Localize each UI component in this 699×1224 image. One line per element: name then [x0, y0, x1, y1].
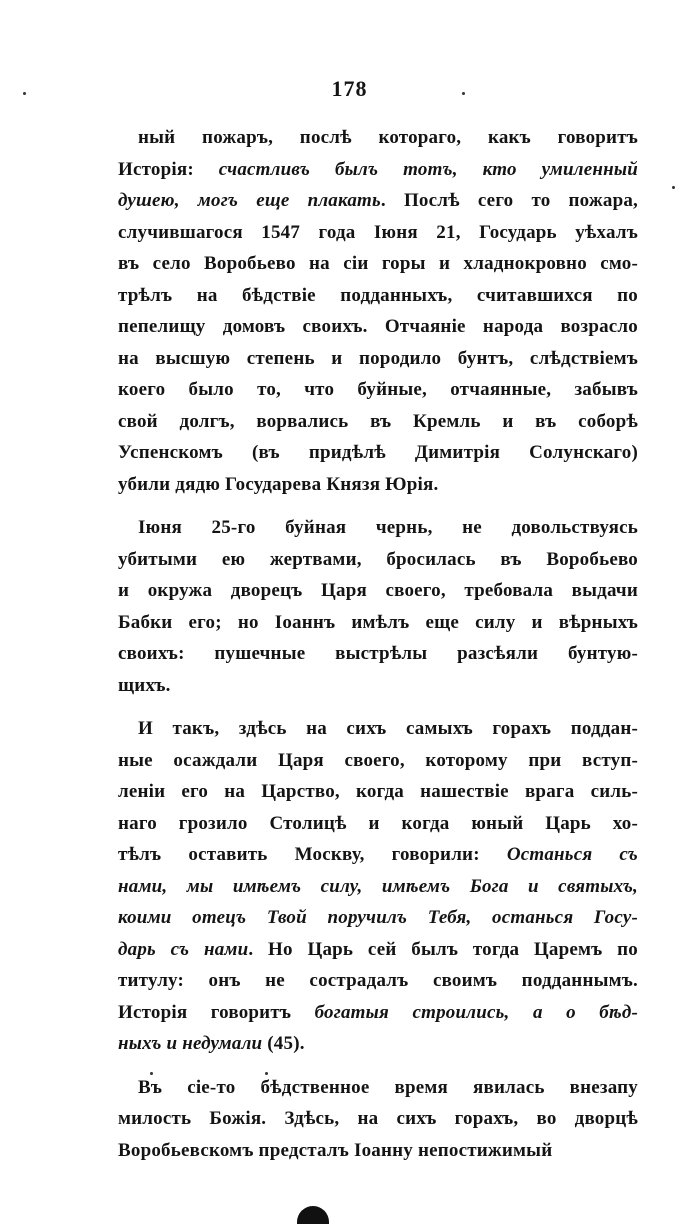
text-line	[118, 871, 638, 903]
text-line	[118, 776, 638, 808]
text-span: своихъ: пушечные выстрѣлы разсѣяли бунтую-	[118, 643, 638, 664]
text-line	[118, 713, 638, 745]
scan-speck	[150, 1072, 153, 1075]
text-line	[118, 965, 638, 997]
italic-span: счастливъ былъ тотъ, кто умиленный	[218, 158, 638, 180]
text-span: Бабки его; но Іоаннъ имѣлъ еще силу и вѣрныхъ	[118, 611, 638, 633]
text-line	[118, 575, 638, 607]
text-line	[118, 122, 638, 154]
text-line	[118, 902, 638, 934]
text-span: въ село Воробьево на сіи горы и хладнокровно смо-	[118, 253, 638, 274]
scan-speck	[672, 186, 675, 189]
text-span: Іюня 25-го буйная чернь, не довольствуясь	[138, 517, 638, 538]
page-bottom-mark	[297, 1206, 329, 1224]
scan-speck	[265, 1072, 268, 1075]
text-span: свой долгъ, ворвались въ Кремль и въ соборѣ	[118, 410, 638, 432]
paragraph-gap	[118, 1060, 638, 1072]
text-span: трѣлъ на бѣдствіе подданныхъ, считавшихся по	[118, 284, 638, 306]
text-line	[118, 997, 638, 1029]
paragraph-gap	[118, 701, 638, 713]
text-span: Успенскомъ (въ придѣлѣ Димитрія Солунскаго)	[118, 442, 638, 463]
text-line	[118, 1028, 638, 1060]
text-line	[118, 670, 638, 702]
italic-span: душею, могъ еще плакать	[118, 190, 381, 211]
text-line	[118, 311, 638, 343]
text-span: ные осаждали Царя своего, которому при вступ-	[118, 749, 638, 771]
text-span: пепелищу домовъ своихъ. Отчаяніе народа возрасло	[118, 316, 638, 337]
text-line	[118, 512, 638, 544]
text-line	[118, 469, 638, 501]
paragraph-gap	[118, 500, 638, 512]
text-span: Исторія:	[118, 158, 219, 180]
text-line	[118, 248, 638, 280]
text-span: и окружа дворецъ Царя своего, требовала выдачи	[118, 580, 638, 601]
text-line	[118, 934, 638, 966]
scan-speck	[462, 92, 465, 95]
italic-span: ныхъ и недумали	[118, 1033, 263, 1054]
text-line	[118, 808, 638, 840]
text-line	[118, 745, 638, 777]
scan-speck	[23, 92, 26, 95]
text-span: . Но Царь сей былъ тогда Царемъ по	[248, 938, 638, 960]
paragraph	[118, 512, 638, 701]
text-line	[118, 406, 638, 438]
text-line	[118, 1135, 638, 1167]
text-line	[118, 1103, 638, 1135]
italic-span: богатыя строились, а о бѣд-	[314, 1001, 639, 1023]
text-span: убитыми ею жертвами, бросилась въ Воробьево	[118, 548, 638, 570]
text-span: И такъ, здѣсь на сихъ самыхъ горахъ поддан-	[138, 718, 638, 739]
text-span: (45).	[262, 1033, 305, 1054]
text-span: на высшую степень и породило бунтъ, слѣдствіемъ	[118, 347, 638, 369]
text-line	[118, 544, 638, 576]
italic-span: нами, мы имѣемъ силу, имѣемъ Бога и святыхъ,	[118, 875, 638, 897]
text-span: ный пожаръ, послѣ котораго, какъ говоритъ	[138, 127, 638, 148]
text-line	[118, 374, 638, 406]
text-span: тѣлъ оставить Москву, говорили:	[118, 844, 507, 865]
text-line	[118, 607, 638, 639]
text-span: леніи его на Царство, когда нашествіе врага силь-	[118, 781, 638, 802]
body-text	[118, 122, 638, 1166]
text-line	[118, 1072, 638, 1104]
text-line	[118, 839, 638, 871]
paragraph	[118, 1072, 638, 1167]
text-span: . Послѣ сего то пожара,	[380, 190, 638, 211]
text-span: щихъ.	[118, 674, 171, 696]
text-span: наго грозило Столицѣ и когда юный Царь хо-	[118, 812, 638, 834]
text-line	[118, 154, 638, 186]
text-span: Въ сіе-то бѣдственное время явилась внезапу	[138, 1076, 638, 1098]
italic-span: дарь съ нами	[118, 938, 249, 960]
text-span: титулу: онъ не сострадалъ своимъ подданнымъ.	[118, 970, 638, 991]
page-number: 178	[331, 76, 368, 101]
text-line	[118, 343, 638, 375]
text-line	[118, 638, 638, 670]
text-span: милость Божія. Здѣсь, на сихъ горахъ, во дворцѣ	[118, 1108, 638, 1129]
paragraph	[118, 713, 638, 1060]
italic-span: коими отецъ Твой поручилъ Тебя, останься Госу-	[118, 907, 638, 928]
text-span: Исторія говоритъ	[118, 1001, 315, 1023]
text-span: Воробьевскомъ предсталъ Іоанну непостижимый	[118, 1139, 553, 1161]
text-span: убили дядю Государева Князя Юрія.	[118, 473, 439, 495]
text-line	[118, 437, 638, 469]
paragraph	[118, 122, 638, 500]
text-line	[118, 185, 638, 217]
italic-span: Останься съ	[506, 844, 639, 865]
text-span: коего было то, что буйные, отчаянные, забывъ	[118, 379, 638, 400]
text-span: случившагося 1547 года Іюня 21, Государь уѣхалъ	[118, 221, 638, 243]
text-line	[118, 280, 638, 312]
text-line	[118, 217, 638, 249]
